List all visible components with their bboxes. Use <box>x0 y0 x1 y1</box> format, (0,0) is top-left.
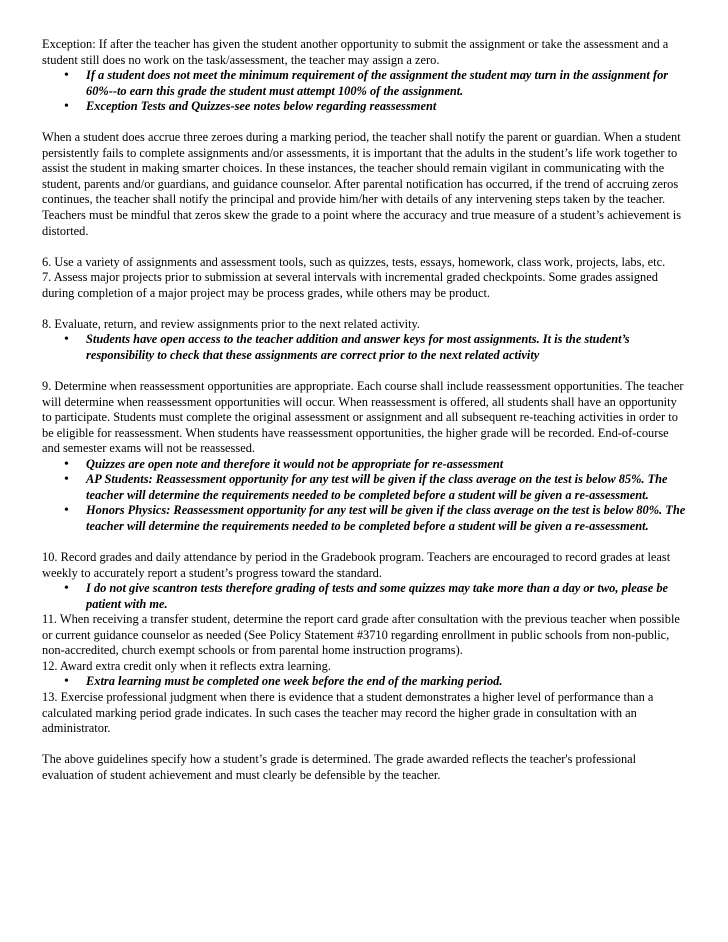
item-12-bullet-1: • Extra learning must be completed one week before the end of the marking period. <box>42 674 688 690</box>
item-9-bullet-3: • Honors Physics: Reassessment opportunity for any test will be given if the class average on the test is below 80%. The teacher will determine the requirements needed to be completed before a student will be given a re-assessment. <box>42 503 688 534</box>
spacer <box>42 737 688 753</box>
exception-bullet-2: • Exception Tests and Quizzes-see notes below regarding reassessment <box>42 99 688 115</box>
guideline-item-9: 9. Determine when reassessment opportunities are appropriate. Each course shall include reassessment opportunities. The teacher will determine when reassessment opportunities will occur. When reassessment is offered, all students shall have an opportunity to participate. Students must complete the original assessment or assignment and all subsequent re-teaching activities in order to be eligible for reassessment. When students have reassessment opportunities, the higher grade will be recorded. End-of-course and semester exams will not be reassessed. <box>42 379 684 456</box>
item-8-bullet-1: • Students have open access to the teacher addition and answer keys for most assignments. It is the student’s responsibility to check that these assignments are correct prior to the next related activity <box>42 332 688 363</box>
item-10-bullet-list <box>42 581 688 612</box>
spacer <box>42 363 688 379</box>
spacer <box>42 239 688 255</box>
guideline-item-10: 10. Record grades and daily attendance by period in the Gradebook program. Teachers are encouraged to record grades at least weekly to accurately report a student’s progress toward the standard. <box>42 550 671 580</box>
guideline-item-6: 6. Use a variety of assignments and assessment tools, such as quizzes, tests, essays, homework, class work, projects, labs, etc. <box>42 254 666 269</box>
guideline-item-13: 13. Exercise professional judgment when there is evidence that a student demonstrates a higher level of performance than a calculated marking period grade indicates. In such cases the teacher may record the higher grade in consultation with an administrator. <box>42 689 654 736</box>
spacer <box>42 115 688 131</box>
closing-paragraph: The above guidelines specify how a student’s grade is determined. The grade awarded reflects the teacher's professional evaluation of student achievement and must clearly be defensible by the teacher. <box>42 752 637 782</box>
item-9-bullet-list <box>42 457 688 535</box>
guideline-item-8: 8. Evaluate, return, and review assignments prior to the next related activity. <box>42 316 421 331</box>
item-9-bullet-1: • Quizzes are open note and therefore it would not be appropriate for re-assessment <box>42 457 688 473</box>
guideline-item-7: 7. Assess major projects prior to submission at several intervals with incremental graded checkpoints. Some grades assigned during completion of a major project may be process grades, while others may be product. <box>42 270 658 300</box>
item-12-bullet-list <box>42 674 688 690</box>
exception-bullet-list <box>42 68 688 115</box>
item-10-bullet-1: • I do not give scantron tests therefore grading of tests and some quizzes may take more than a day or two, please be patient with me. <box>42 581 688 612</box>
guideline-item-11: 11. When receiving a transfer student, determine the report card grade after consultation with the previous teacher when possible or current guidance counselor as needed (See Policy Statement #3710 regarding enrollment in public schools from non-public, non-accredited, church exempt schools or from parental home instruction programs). <box>42 612 680 658</box>
exception-bullet-1: • If a student does not meet the minimum requirement of the assignment the student may turn in the assignment for 60%--to earn this grade the student must attempt 100% of the assignment. <box>42 68 688 99</box>
guideline-item-12: 12. Award extra credit only when it reflects extra learning. <box>42 658 331 673</box>
zeroes-paragraph: When a student does accrue three zeroes during a marking period, the teacher shall notify the parent or guardian. When a student persistently fails to complete assignments and/or assessments, it is important that the adults in the student’s life work together to assist the student in making smarter choices. In these instances, the teacher should remain vigilant in communicating with the student, parents and/or guardians, and guidance counselor. After parental notification has occurred, if the trend of accruing zeros continues, the teacher shall notify the principal and provide him/her with details of any intervening steps taken by the teacher. Teachers must be mindful that zeros skew the grade to a point where the accuracy and true measure of a student’s achievement is distorted. <box>42 130 682 238</box>
spacer <box>42 301 688 317</box>
spacer <box>42 535 688 551</box>
exception-paragraph: Exception: If after the teacher has given the student another opportunity to submit the assignment or take the assessment and a student still does no work on the task/assessment, the teacher may assign a zero. <box>42 37 669 67</box>
item-9-bullet-2: • AP Students: Reassessment opportunity for any test will be given if the class average on the test is below 85%. The teacher will determine the requirements needed to be completed before a student will be given a re-assessment. <box>42 472 688 503</box>
item-8-bullet-list <box>42 332 688 363</box>
